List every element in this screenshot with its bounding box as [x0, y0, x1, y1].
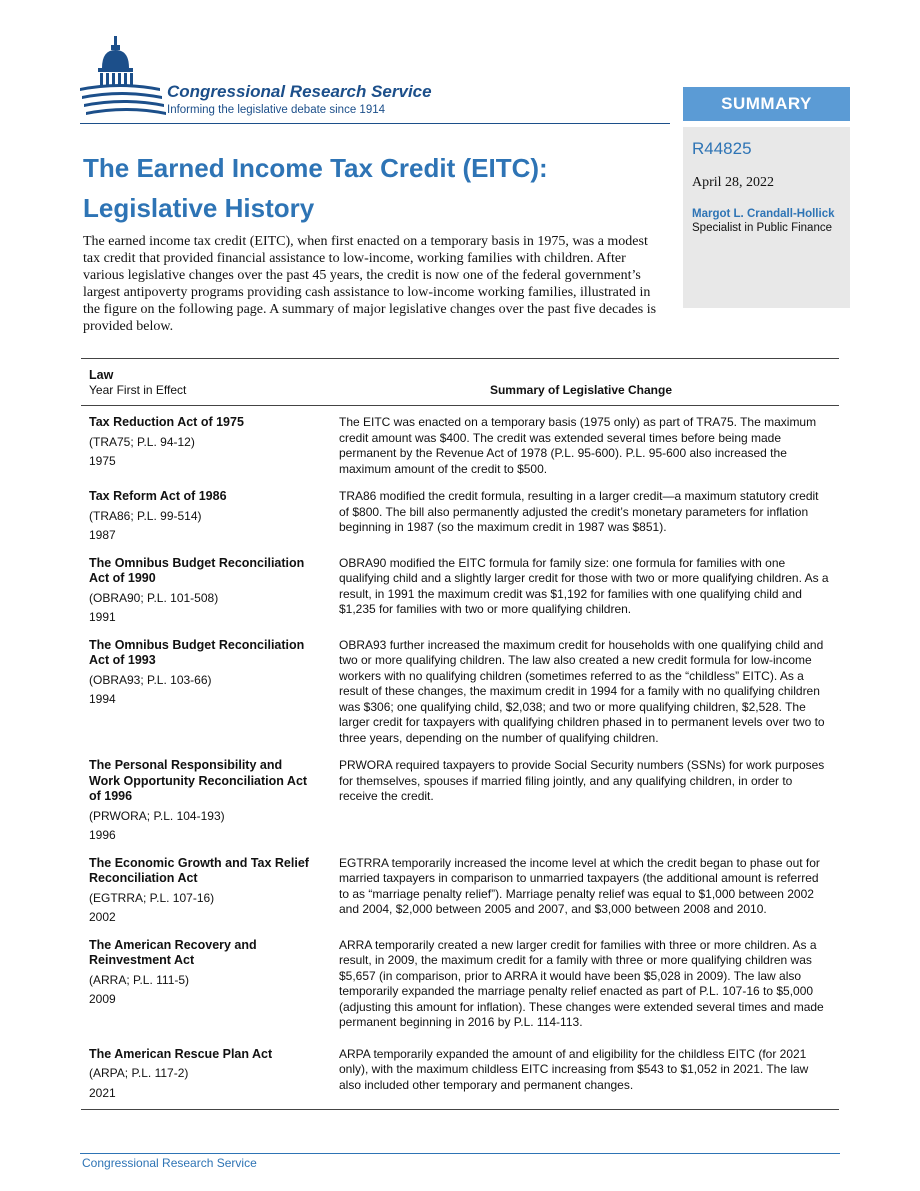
- summary-cell: OBRA93 further increased the maximum credit for households with one qualifying child and two or more qualifying children. The law also created a new credit formula for low-income workers with no qualifying children (sometimes referred to as the “childless” EITC). As a result of these changes, the maximum credit in 1994 for a family with no qualifying children was $306; one qualifying child, $2,038; and two or more qualifying children, $2,528. The larger credit for taxpayers with qualifying children phased in to permanent levels over two to three years, depending on the number of qualifying children.: [339, 637, 825, 745]
- summary-cell: PRWORA required taxpayers to provide Social Security numbers (SSNs) for work purposes for themselves, spouses if married filing jointly, and any qualifying children, in order to receive the credit.: [339, 758, 825, 803]
- summary-cell: ARRA temporarily created a new larger credit for families with three or more children. As a result, in 2009, the maximum credit for a family with three or more qualifying children was $5,657 (in comparison, prior to ARRA it would have been $5,028 in 2009). The law also temporarily expanded the marriage penalty relief enacted as part of P.L. 107-16 to $5,000 (adjusting this amount for inflation). These changes were extended several times and made permanent beginning in 2016 by P.L. 114-113.: [339, 937, 824, 1029]
- table-row: [81, 483, 839, 550]
- summary-label: SUMMARY: [683, 87, 850, 121]
- law-cell: [81, 550, 323, 632]
- summary-cell: OBRA90 modified the EITC formula for family size: one formula for families with one qualifying child and a slightly larger credit for those with two or more qualifying children. As a result, in 1991 the maximum credit was $1,192 for families with one qualifying child and $1,235 for families with two or more qualifying children.: [339, 555, 829, 616]
- law-cell: [81, 752, 323, 850]
- summary-cell: ARPA temporarily expanded the amount of and eligibility for the childless EITC (for 2021 only), with the maximum childless EITC increasing from $543 to $1,052 in 2021. The law also included other temporary and permanent changes.: [323, 1037, 839, 1110]
- law-year: 1991: [89, 610, 116, 624]
- year-header-label: Year First in Effect: [89, 383, 187, 397]
- author-title: Specialist in Public Finance: [692, 222, 832, 234]
- capitol-dome-icon: [80, 30, 170, 125]
- footer-divider: [80, 1153, 840, 1154]
- law-year: 2009: [89, 992, 116, 1006]
- author-name: Margot L. Crandall-Hollick: [692, 208, 835, 220]
- summary-cell: TRA86 modified the credit formula, resulting in a larger credit—a maximum statutory credit of $800. The bill also permanently adjusted the credit’s monetary parameters for inflation beginning in 1987 (so the maximum credit in 1987 was $851).: [339, 489, 819, 534]
- law-citation: (ARRA; P.L. 111-5): [89, 972, 190, 987]
- table-row: [81, 932, 839, 1037]
- law-column-header: [81, 359, 323, 406]
- law-citation: (PRWORA; P.L. 104-193): [89, 808, 225, 823]
- law-name: The American Rescue Plan Act: [89, 1046, 273, 1061]
- org-name: Congressional Research Service: [167, 82, 432, 101]
- law-cell: [81, 850, 323, 932]
- law-header-label: Law: [89, 368, 114, 382]
- table-header-row: [81, 359, 839, 406]
- table-row: [81, 1037, 839, 1110]
- law-cell: [81, 932, 323, 1037]
- legislative-history-table: [81, 358, 839, 1110]
- law-cell: [81, 483, 323, 550]
- table-row: [81, 550, 839, 632]
- law-citation: (OBRA93; P.L. 103-66): [89, 672, 212, 687]
- intro-paragraph: The earned income tax credit (EITC), when first enacted on a temporary basis in 1975, was a modest tax credit that provided financial assistance to low-income, working families with children. After various legislative changes over the past 45 years, the credit is now one of the federal government’s largest antipoverty programs providing cash assistance to low-income working families, illustrated in the figure on the following page. A summary of major legislative changes over the past five decades is provided below.: [83, 234, 657, 334]
- report-number: R44825: [692, 139, 752, 158]
- law-year: 2021: [89, 1085, 116, 1100]
- law-cell: [81, 406, 323, 484]
- law-cell: [81, 1037, 323, 1110]
- report-date: April 28, 2022: [692, 175, 775, 190]
- law-name: The Personal Responsibility and Work Opportunity Reconciliation Act of 1996: [89, 758, 308, 803]
- summary-cell: EGTRRA temporarily increased the income level at which the credit began to phase out for married taxpayers in comparison to unmarried taxpayers (the additional amount is referred to as “marriage penalty relief”). Marriage penalty relief was equal to $1,000 between 2002 and 2004, $2,000 between 2005 and 2007, and $3,000 between 2008 and 2010.: [339, 855, 820, 916]
- table-row: [81, 752, 839, 850]
- law-citation: (TRA86; P.L. 99-514): [89, 508, 202, 523]
- table-body: [81, 406, 839, 1110]
- law-year: 2002: [89, 910, 116, 924]
- page-title: The Earned Income Tax Credit (EITC): Legislative History: [83, 153, 548, 223]
- law-name: Tax Reduction Act of 1975: [89, 415, 244, 429]
- table-row: [81, 850, 839, 932]
- summary-column-header: Summary of Legislative Change: [323, 359, 839, 406]
- crs-logo: [80, 30, 480, 125]
- summary-sidebar: [683, 87, 850, 308]
- table-row: [81, 632, 839, 753]
- law-year: 1996: [89, 828, 116, 842]
- law-citation: (EGTRRA; P.L. 107-16): [89, 890, 215, 905]
- law-name: The Omnibus Budget Reconciliation Act of 1993: [89, 637, 305, 667]
- footer-text: Congressional Research Service: [82, 1156, 257, 1170]
- law-year: 1987: [89, 528, 116, 542]
- law-citation: (ARPA; P.L. 117-2): [89, 1066, 189, 1080]
- header-divider: [80, 123, 670, 124]
- summary-cell: The EITC was enacted on a temporary basis (1975 only) as part of TRA75. The maximum credit amount was $400. The credit was extended several times before being made permanent by the Revenue Act of 1978 (P.L. 95-600). P.L. 95-600 also increased the maximum amount of the credit to $500.: [339, 415, 817, 476]
- law-year: 1975: [89, 454, 116, 468]
- law-name: The American Recovery and Reinvestment Act: [89, 937, 257, 967]
- law-year: 1994: [89, 692, 116, 706]
- org-tagline: Informing the legislative debate since 1914: [167, 104, 386, 116]
- law-citation: (TRA75; P.L. 94-12): [89, 434, 195, 449]
- law-name: The Omnibus Budget Reconciliation Act of 1990: [89, 555, 305, 585]
- law-name: The Economic Growth and Tax Relief Reconciliation Act: [89, 855, 309, 885]
- summary-info-box: [683, 127, 850, 308]
- law-name: Tax Reform Act of 1986: [89, 489, 227, 503]
- table-row: [81, 406, 839, 484]
- law-cell: [81, 632, 323, 753]
- law-citation: (OBRA90; P.L. 101-508): [89, 590, 219, 605]
